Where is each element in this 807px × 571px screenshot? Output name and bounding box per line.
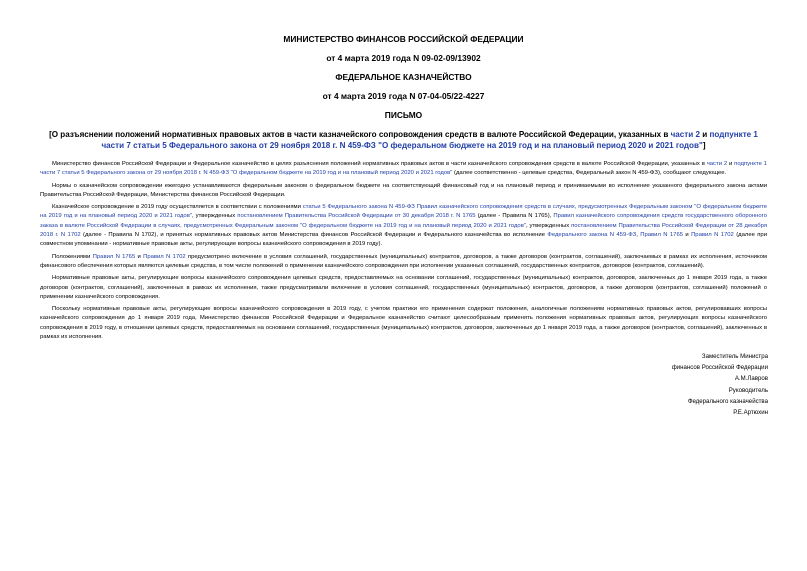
link-law-459-short[interactable]: Федерального закона N 459-ФЗ <box>547 232 637 239</box>
paragraph-2: Нормы о казначейском сопровождении ежегодно устанавливаются федеральным законом о федеральном бюджете на соответствующий финансовый год и на плановый период и принимаемыми во исполнение указанного федерального закона актами Правительства Российской Федерации, Министерства финансов Российской Федерации. <box>40 182 767 198</box>
link-decree-1765[interactable]: постановлением Правительства Российской Федерации от 30 декабря 2018 г. N 1765 <box>237 213 476 220</box>
link-rules-1765[interactable]: Правил N 1765 <box>92 253 136 260</box>
paragraph-text: (далее - Правила N 1702), и принятых нормативных правовых актов Министерства финансов Российской Федерации и Федерального казначейства во исполнение <box>80 232 548 239</box>
link-part2[interactable]: части 2 <box>706 161 728 167</box>
paragraph-text: (далее при совместном упоминании - нормативные правовые акты, регулирующие вопросы казначейского сопровождения в 2019 году). <box>40 232 767 248</box>
paragraph-1 <box>40 160 767 179</box>
link-decree-1702[interactable]: постановлением Правительства Российской Федерации от 28 декабря 2018 г. N 1702 <box>40 222 768 239</box>
paragraph-4 <box>40 253 767 272</box>
ministry-letter-date: от 4 марта 2019 года N 09-02-09/13902 <box>326 53 481 63</box>
paragraph-6: Поскольку нормативные правовые акты, регулирующие вопросы казначейского сопровождения в 2019 году, с учетом практики его применения содержат положения, аналогичные положениям нормативных правовых актов, регулировавших вопросы казначейского сопровождения до 1 января 2019 года, Министерство финансов Российской Федерации и Федеральное казначейство считают целесообразным применять положения нормативных правовых актов, регулирующих вопросы казначейского сопровождения в 2019 году, в отношении целевых средств, предоставляемых на основании соглашений, государственных (муниципальных) контрактов, договоров, заключенных до 1 января 2019 года, а также договоров (контрактов, соглашений), заключенных в рамках их исполнения. <box>40 306 767 341</box>
paragraph-text: и <box>135 253 144 260</box>
paragraph-text: , утвержденных <box>525 222 572 229</box>
document-type: ПИСЬМО <box>384 110 423 120</box>
paragraph-text: , <box>636 232 641 239</box>
paragraph-text: (далее - Правила N 1765), <box>475 213 554 220</box>
paragraph-text: Казначейское сопровождение в 2019 году осуществляется в соответствии с положениями <box>52 204 303 211</box>
document-title <box>40 130 767 151</box>
title-text: и <box>700 130 710 139</box>
title-text: [О разъяснении положений нормативных правовых актов в части казначейского сопровождения средств в валюте Российской Федерации, указанных в <box>49 130 671 139</box>
signer-1-organization: финансов Российской Федерации <box>671 364 768 372</box>
signer-2-name: Р.Е.Артюхин <box>733 409 768 417</box>
link-rules-1702[interactable]: Правил N 1702 <box>143 253 186 260</box>
signature-block <box>672 351 768 418</box>
treasury-letter-date: от 4 марта 2019 года N 07-04-05/22-4227 <box>322 91 485 101</box>
signer-1-position: Заместитель Министра <box>701 353 768 360</box>
title-text: ] <box>702 140 706 150</box>
ministry-heading: МИНИСТЕРСТВО ФИНАНСОВ РОССИЙСКОЙ ФЕДЕРАЦИИ <box>283 34 524 44</box>
signer-2-organization: Федерального казначейства <box>687 397 768 405</box>
link-rules-1765[interactable]: Правил N 1765 <box>640 232 684 239</box>
link-article5[interactable]: статьи 5 Федерального закона N 459-ФЗ <box>302 204 415 211</box>
title-link-law[interactable]: подпункте 1 части 7 статьи 5 Федерального закона от 29 ноября 2018 г. N 459-ФЗ "О федеральном бюджете на 2019 год и на плановый период 2020 и 2021 годов" <box>101 130 758 150</box>
link-law-459[interactable]: подпункте 1 части 7 статьи 5 Федерального закона от 29 ноября 2018 г. N 459-ФЗ "О федеральном бюджете на 2019 год и на плановый период 2020 и 2021 годов" <box>40 161 767 177</box>
paragraph-text: предусмотрено включение в условия соглашений, государственных (муниципальных) контрактов, договоров, а также договоров (контрактов, соглашений), заключаемых в рамках их исполнения, источником финансового обеспечения которых являются целевые средства, в том числе положений о применении казначейского сопровождения при исполнении указанных соглашений, государственных контрактов, договоров (контрактов, соглашений). <box>40 253 767 269</box>
treasury-heading: ФЕДЕРАЛЬНОЕ КАЗНАЧЕЙСТВО <box>335 72 472 82</box>
signer-2-position: Руководитель <box>728 386 768 394</box>
paragraph-text: (далее соответственно - целевые средства, Федеральный закон N 459-ФЗ), сообщают следующее. <box>452 170 727 177</box>
document <box>40 34 767 345</box>
link-rules-treasury[interactable]: Правил казначейского сопровождения средств в случаях, предусмотренных Федеральным законом "О федеральном бюджете на 2019 год и на плановый период 2020 и 2021 годов" <box>40 204 768 220</box>
paragraph-text: и <box>683 232 692 239</box>
link-rules-1702[interactable]: Правил N 1702 <box>691 232 734 239</box>
paragraph-text: , утвержденных <box>191 213 238 220</box>
paragraph-5: Нормативные правовые акты, регулирующие вопросы казначейского сопровождения целевых средств, предоставляемых на основании соглашений, государственных (муниципальных) контрактов, договоров, заключенных до 1 января 2019 года, а также договоров (контрактов, соглашений), заключенных в рамках их исполнения, также предусматривали включение в условия соглашений, государственных (муниципальных) контрактов, договоров, а также договоров (контрактов, соглашений) положений о применении казначейского сопровождения. <box>40 275 767 300</box>
paragraph-text: и <box>727 161 735 167</box>
signer-1-name: А.М.Лавров <box>734 375 768 383</box>
title-link-part2[interactable]: части 2 <box>670 130 701 139</box>
letter-body <box>40 160 767 342</box>
paragraph-text: Положениями <box>52 253 93 260</box>
link-rules-defense-order[interactable]: Правил казначейского сопровождения средств государственного оборонного заказа в валюте Российской Федерации в случаях, предусмотренных Федеральным законом "О федеральном бюджете на 2019 год и на плановый период 2020 и 2021 годов" <box>40 213 767 229</box>
paragraph-text: Министерство финансов Российской Федерации и Федеральное казначейство в целях разъяснения положений нормативных правовых актов в части казначейского сопровождения средств в валюте Российской Федерации, указанных в <box>52 161 707 167</box>
paragraph-3 <box>40 203 767 249</box>
